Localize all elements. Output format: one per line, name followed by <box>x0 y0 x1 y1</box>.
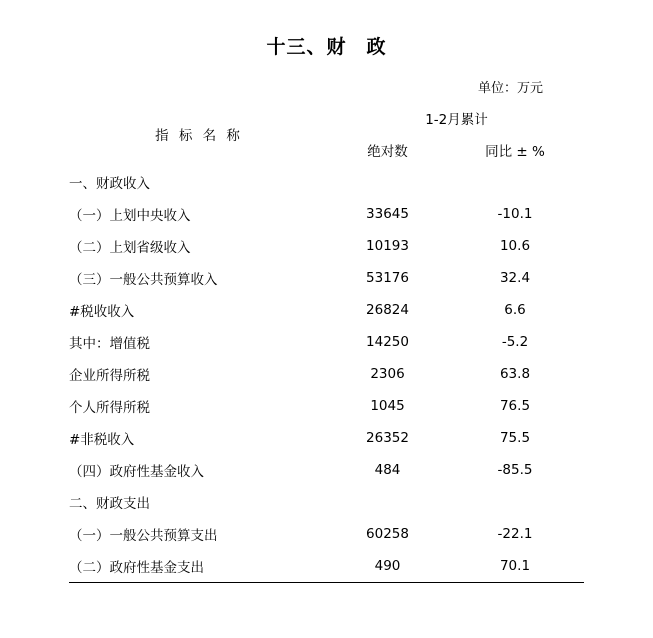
row-yoy-value: 76.5 <box>499 398 531 414</box>
row-yoy-value: 6.6 <box>504 302 526 318</box>
row-absolute-value: 33645 <box>366 206 409 222</box>
row-absolute-value: 490 <box>329 550 446 583</box>
header-row-top <box>69 102 584 134</box>
row-absolute-value: 484 <box>374 462 401 478</box>
table-row <box>69 262 584 294</box>
row-label: （三）一般公共预算收入 <box>69 272 218 288</box>
row-label: #非税收入 <box>69 432 135 448</box>
table-row <box>69 326 584 358</box>
column-header-period: 1-2月累计 <box>425 112 488 128</box>
column-header-yoy: 同比 ± % <box>485 144 545 160</box>
row-label: 一、财政收入 <box>69 176 150 192</box>
table-row <box>69 422 584 454</box>
table-header <box>69 102 584 166</box>
row-label: （一）上划中央收入 <box>69 208 191 224</box>
row-label: 其中：增值税 <box>69 336 150 352</box>
row-yoy-value: -85.5 <box>497 462 533 478</box>
table-row <box>69 358 584 390</box>
row-label: （二）政府性基金支出 <box>69 550 329 583</box>
table-row <box>69 486 584 518</box>
row-label: 企业所得所税 <box>69 368 150 384</box>
row-absolute-value: 2306 <box>370 366 405 382</box>
row-label: （四）政府性基金收入 <box>69 464 204 480</box>
row-yoy-value: 10.6 <box>499 238 531 254</box>
row-absolute-value: 10193 <box>366 238 409 254</box>
row-absolute-value: 60258 <box>366 526 409 542</box>
row-yoy-value <box>446 486 584 518</box>
row-absolute-value: 26352 <box>366 430 409 446</box>
table-row <box>69 454 584 486</box>
row-yoy-value: -22.1 <box>497 526 533 542</box>
row-absolute-value <box>329 486 446 518</box>
page-title: 十三、财 政 <box>266 36 387 58</box>
row-label: 个人所得所税 <box>69 400 150 416</box>
row-yoy-value <box>446 166 584 198</box>
row-label: （二）上划省级收入 <box>69 240 191 256</box>
row-absolute-value: 1045 <box>370 398 405 414</box>
table-row <box>69 230 584 262</box>
table-row <box>69 294 584 326</box>
table-row <box>69 550 584 583</box>
table-row <box>69 518 584 550</box>
column-header-indicator-name: 指 标 名 称 <box>155 128 243 144</box>
row-yoy-value: -5.2 <box>501 334 529 350</box>
column-header-absolute: 绝对数 <box>367 144 408 160</box>
row-absolute-value: 26824 <box>366 302 409 318</box>
document-page <box>0 32 653 638</box>
row-absolute-value: 14250 <box>366 334 409 350</box>
row-yoy-value: 63.8 <box>499 366 531 382</box>
table-body <box>69 166 584 583</box>
row-label: （一）一般公共预算支出 <box>69 528 218 544</box>
row-absolute-value: 53176 <box>366 270 409 286</box>
row-yoy-value: -10.1 <box>497 206 533 222</box>
table-row <box>69 390 584 422</box>
table-row <box>69 166 584 198</box>
row-label: #税收收入 <box>69 304 135 320</box>
row-yoy-value: 75.5 <box>499 430 531 446</box>
finance-table <box>69 102 584 583</box>
row-yoy-value: 32.4 <box>499 270 531 286</box>
row-label: 二、财政支出 <box>69 496 150 512</box>
row-yoy-value: 70.1 <box>446 550 584 583</box>
row-absolute-value <box>329 166 446 198</box>
unit-note: 单位：万元 <box>477 81 543 96</box>
table-row <box>69 198 584 230</box>
